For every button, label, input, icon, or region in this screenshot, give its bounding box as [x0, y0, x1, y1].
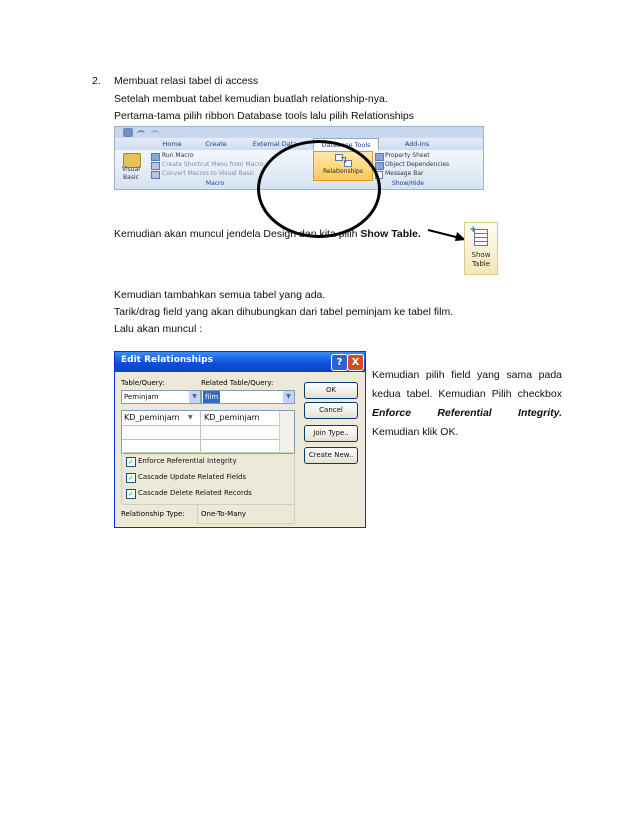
table-query-label: Table/Query:	[121, 379, 165, 387]
show-table-bold: Show Table.	[360, 228, 421, 240]
tab-home[interactable]: Home	[162, 140, 182, 148]
join-type-button[interactable]: Join Type..	[304, 425, 358, 442]
undo-icon	[137, 130, 145, 137]
paragraph: Lalu akan muncul :	[114, 323, 203, 335]
highlight-circle	[257, 140, 381, 238]
field-grid[interactable]	[121, 410, 295, 454]
cascade-delete-checkbox[interactable]: ✓	[126, 489, 136, 499]
cascade-update-label: Cascade Update Related Fields	[138, 473, 247, 481]
group-label-macro: Macro	[205, 180, 225, 187]
tab-external-data[interactable]: External Data	[252, 140, 298, 148]
dialog-title-bar	[115, 352, 365, 372]
object-dependencies-button[interactable]: Object Dependencies	[385, 161, 450, 168]
cascade-update-checkbox[interactable]: ✓	[126, 473, 136, 483]
run-macro-button[interactable]: Run Macro	[162, 152, 194, 159]
paragraph-text: Kemudian akan muncul jendela Design dan kita pilih	[114, 228, 361, 240]
chevron-down-icon[interactable]: ▼	[189, 391, 200, 403]
group-label-show-hide: Show/Hide	[392, 180, 424, 187]
cancel-button[interactable]: Cancel	[304, 402, 358, 419]
relationship-type-label: Relationship Type:	[121, 510, 185, 518]
tab-create[interactable]: Create	[205, 140, 227, 148]
paragraph: Pertama-tama pilih ribbon Database tools lalu pilih Relationships	[114, 110, 414, 122]
options-group	[121, 452, 295, 505]
convert-macros-icon	[151, 171, 160, 179]
save-icon	[123, 128, 133, 137]
chevron-down-icon[interactable]: ▼	[283, 391, 294, 403]
quick-access-bar	[115, 127, 483, 138]
show-table-label	[465, 251, 497, 269]
relationships-label: Relationships	[323, 168, 363, 175]
enforce-bold-text: Enforce Referential Integrity.	[372, 407, 562, 419]
enforce-integrity-checkbox[interactable]: ✓	[126, 457, 136, 467]
arrow-icon	[428, 226, 468, 244]
create-new-button[interactable]: Create New..	[304, 447, 358, 464]
paragraph: Kemudian tambahkan semua tabel yang ada.	[114, 289, 326, 301]
cascade-delete-label: Cascade Delete Related Records	[138, 489, 252, 497]
grid-scrollbar[interactable]	[279, 411, 294, 453]
selected-value: Peminjam	[124, 393, 159, 401]
paragraph-show-table	[114, 227, 421, 241]
property-sheet-button[interactable]: Property Sheet	[385, 152, 430, 159]
field-left-cell[interactable]: KD_peminjam	[124, 413, 180, 422]
label-line: Table	[471, 260, 491, 268]
paragraph: Setelah membuat tabel kemudian buatlah relationship-nya.	[114, 93, 388, 105]
chevron-down-icon[interactable]: ▼	[188, 414, 193, 421]
help-button[interactable]: ?	[331, 354, 348, 371]
relationship-type-box	[197, 504, 295, 524]
convert-macros-button[interactable]: Convert Macros to Visual Basic	[162, 170, 255, 177]
section-heading: Membuat relasi tabel di access	[114, 75, 259, 87]
paragraph-text: Kemudian pilih field yang sama pada kedua tabel. Kemudian Pilih checkbox	[372, 369, 562, 400]
create-shortcut-menu-button[interactable]: Create Shortcut Menu from Macro	[162, 161, 264, 168]
property-sheet-icon	[375, 153, 384, 161]
field-right-cell[interactable]: KD_peminjam	[204, 413, 260, 422]
dialog-title: Edit Relationships	[121, 355, 213, 365]
ok-button[interactable]: OK	[304, 382, 358, 399]
list-number: 2.	[92, 75, 101, 87]
show-table-button[interactable]	[464, 222, 498, 275]
message-bar-label: Message Bar	[385, 170, 424, 177]
run-macro-icon	[151, 153, 160, 161]
tab-add-ins[interactable]: Add-Ins	[404, 140, 430, 148]
visual-basic-button[interactable]: Visual Basic	[122, 166, 140, 181]
enforce-integrity-label: Enforce Referential Integrity	[138, 457, 237, 465]
close-button[interactable]: X	[347, 354, 364, 371]
table-query-select[interactable]	[121, 390, 201, 404]
edit-relationships-dialog	[114, 351, 366, 528]
redo-icon	[151, 130, 159, 137]
shortcut-menu-icon	[151, 162, 160, 170]
object-dependencies-icon	[375, 162, 384, 170]
related-table-label: Related Table/Query:	[201, 379, 274, 387]
selected-value: film	[205, 393, 219, 401]
plus-icon: +	[470, 224, 477, 236]
related-table-select[interactable]	[201, 390, 295, 404]
tab-database-tools[interactable]: Database Tools	[313, 138, 379, 150]
paragraph-text: Kemudian klik OK.	[372, 426, 459, 438]
label-line: Show	[471, 251, 491, 259]
side-paragraph	[372, 366, 562, 442]
paragraph: Tarik/drag field yang akan dihubungkan dari tabel peminjam ke tabel film.	[114, 306, 454, 318]
relationship-type-value: One-To-Many	[201, 510, 247, 518]
